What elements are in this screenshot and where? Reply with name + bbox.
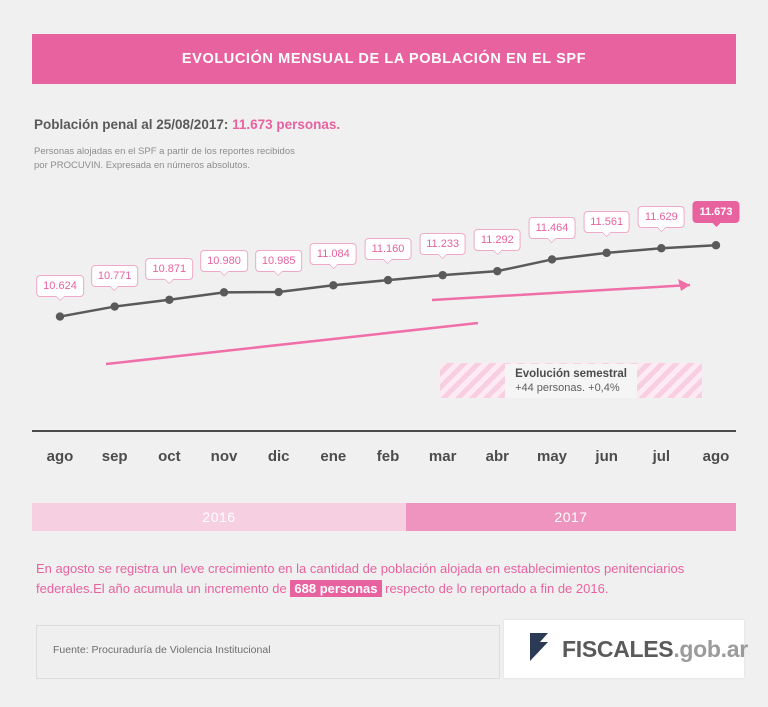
month-label: jul	[652, 448, 671, 465]
month-label: ago	[46, 448, 74, 465]
semestral-callout	[440, 363, 702, 398]
value-label: 11.233	[419, 233, 466, 255]
data-point	[712, 241, 720, 249]
year-label-2017: 2017	[554, 509, 588, 525]
logo-text	[562, 636, 748, 663]
value-label: 11.464	[529, 217, 576, 239]
value-label: 10.871	[146, 258, 194, 280]
flag-icon	[526, 631, 552, 668]
month-label: feb	[376, 448, 400, 465]
footer-strip	[0, 690, 768, 707]
fiscales-logo[interactable]	[504, 620, 748, 678]
summary-paragraph-part1: En agosto se registra un leve crecimiento en la cantidad de población alojada en establecimientos penitenciarios federales.El año acumula un incremento de	[36, 561, 685, 596]
month-label: dic	[267, 448, 290, 465]
data-point	[657, 244, 665, 252]
month-label: sep	[101, 448, 128, 465]
logo-suffix: .gob.ar	[673, 635, 748, 662]
value-label: 11.084	[310, 243, 357, 265]
month-label: may	[536, 448, 568, 465]
data-point	[438, 271, 446, 279]
source-box	[36, 625, 500, 679]
month-label: jun	[595, 448, 618, 465]
semestral-inner	[505, 364, 637, 398]
value-label: 11.673	[692, 201, 739, 223]
summary-paragraph-highlight: 688 personas	[290, 580, 381, 597]
data-point	[548, 255, 556, 263]
month-label: nov	[210, 448, 238, 465]
value-label: 10.980	[200, 250, 248, 272]
data-point	[384, 276, 392, 284]
month-label: ene	[320, 448, 347, 465]
data-point	[274, 288, 282, 296]
value-label: 11.160	[365, 238, 412, 260]
trend-arrow-lower	[106, 323, 478, 364]
value-label: 11.292	[474, 229, 521, 251]
trend-arrow-upper	[432, 279, 690, 300]
semestral-title: Evolución semestral	[515, 367, 627, 380]
month-label: oct	[158, 448, 181, 465]
population-summary	[34, 117, 340, 132]
header-bar	[32, 34, 736, 84]
data-point	[602, 249, 610, 257]
month-label: abr	[485, 448, 509, 465]
data-point	[493, 267, 501, 275]
year-label-2016: 2016	[202, 509, 236, 525]
logo-name: FISCALES	[562, 635, 674, 662]
semestral-detail: +44 personas. +0,4%	[515, 381, 620, 394]
data-point	[165, 296, 173, 304]
value-label: 10.985	[255, 250, 303, 272]
month-label: mar	[428, 448, 457, 465]
population-note-line2: por PROCUVIN. Expresada en números absolutos.	[34, 160, 250, 171]
value-label: 10.771	[91, 265, 139, 287]
population-summary-prefix: Población penal al 25/08/2017:	[34, 117, 233, 132]
source-text: Fuente: Procuraduría de Violencia Institucional	[53, 644, 271, 656]
month-axis	[0, 448, 768, 474]
value-label: 11.629	[638, 206, 685, 228]
data-point	[110, 302, 118, 310]
year-bar-2016	[32, 503, 406, 531]
value-label: 10.624	[36, 275, 84, 297]
summary-paragraph	[36, 559, 742, 599]
page-title: EVOLUCIÓN MENSUAL DE LA POBLACIÓN EN EL SPF	[181, 51, 587, 67]
month-label: ago	[702, 448, 730, 465]
data-point	[329, 281, 337, 289]
data-point	[56, 312, 64, 320]
value-label: 11.561	[583, 211, 630, 233]
population-note	[34, 145, 295, 173]
axis-rule	[32, 430, 736, 432]
year-bar-2017	[406, 503, 736, 531]
summary-paragraph-part2: respecto de lo reportado a fin de 2016.	[381, 581, 609, 596]
population-note-line1: Personas alojadas en el SPF a partir de los reportes recibidos	[34, 146, 295, 157]
data-point	[220, 288, 228, 296]
population-summary-value: 11.673 personas.	[232, 117, 341, 132]
